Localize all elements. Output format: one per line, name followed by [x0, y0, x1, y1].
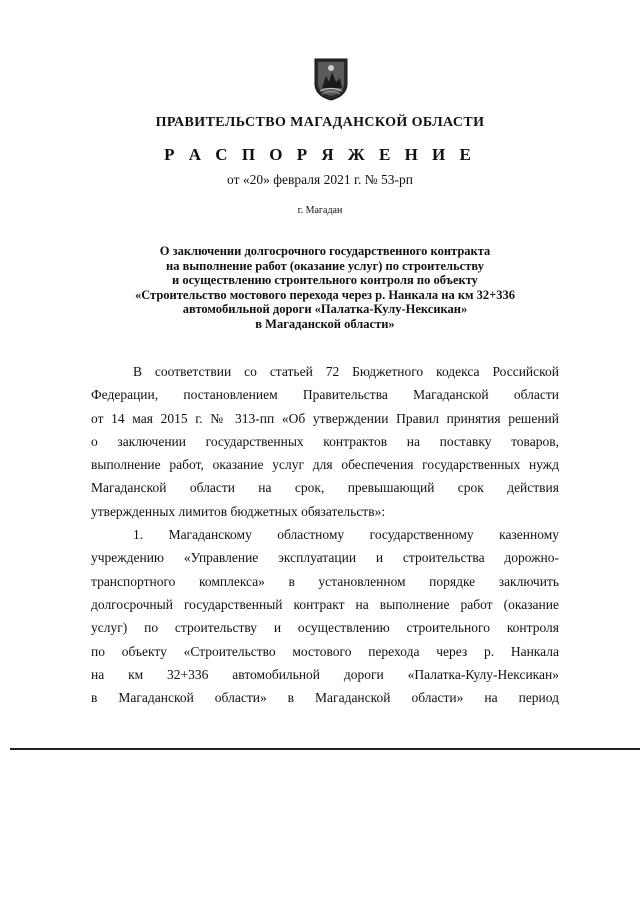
government-title: ПРАВИТЕЛЬСТВО МАГАДАНСКОЙ ОБЛАСТИ — [155, 115, 485, 130]
body-line: Федерации, постановлением Правительства Магаданской области — [91, 387, 559, 403]
body-line: утвержденных лимитов бюджетных обязательств»: — [91, 503, 386, 519]
document-date-number: от «20» февраля 2021 г. № 53-рп — [227, 172, 413, 187]
body-line: по объекту «Строительство мостового перехода через р. Нанкала — [91, 643, 559, 659]
body-line: В соответствии со статьей 72 Бюджетного кодекса Российской — [133, 364, 559, 379]
body-line: Магаданской области на срок, превышающий срок действия — [91, 480, 559, 496]
document-type-title: Р А С П О Р Я Ж Е Н И Е — [164, 145, 476, 164]
body-line: долгосрочный государственный контракт на выполнение работ (оказание — [91, 596, 559, 612]
subject-line: автомобильной дороги «Палатка-Кулу-Нексикан» — [182, 302, 468, 316]
subject-line: в Магаданской области» — [255, 316, 395, 331]
body-line: о заключении государственных контрактов на поставку товаров, — [91, 433, 559, 449]
magadan-coat-of-arms-icon — [314, 58, 348, 101]
body-line: 1. Магаданскому областному государственному казенному — [133, 527, 559, 543]
document-body — [91, 360, 559, 709]
body-line: от 14 мая 2015 г. № 313-пп «Об утверждении Правил принятия решений — [91, 410, 559, 426]
document-city: г. Магадан — [297, 205, 343, 216]
body-line: транспортного комплекса» в установленном порядке заключить — [91, 573, 559, 589]
subject-line: «Строительство мостового перехода через р. Нанкала на км 32+336 — [134, 287, 516, 302]
body-line: учреждению «Управление эксплуатации и строительства дорожно- — [91, 550, 559, 566]
subject-line: на выполнение работ (оказание услуг) по строительству — [166, 258, 484, 273]
body-line: на км 32+336 автомобильной дороги «Палатка-Кулу-Нексикан» — [91, 666, 559, 682]
page-bottom-rule — [10, 748, 640, 750]
body-line: выполнение работ, оказание услуг для обеспечения государственных нужд — [91, 457, 559, 473]
subject-line: О заключении долгосрочного государственного контракта — [159, 244, 491, 258]
body-line: в Магаданской области» в Магаданской области» на период — [91, 690, 559, 706]
subject-line: и осуществлению строительного контроля по объекту — [172, 273, 478, 287]
body-line: услуг) по строительству и осуществлению строительного контроля — [91, 620, 559, 636]
document-subject — [90, 244, 560, 331]
